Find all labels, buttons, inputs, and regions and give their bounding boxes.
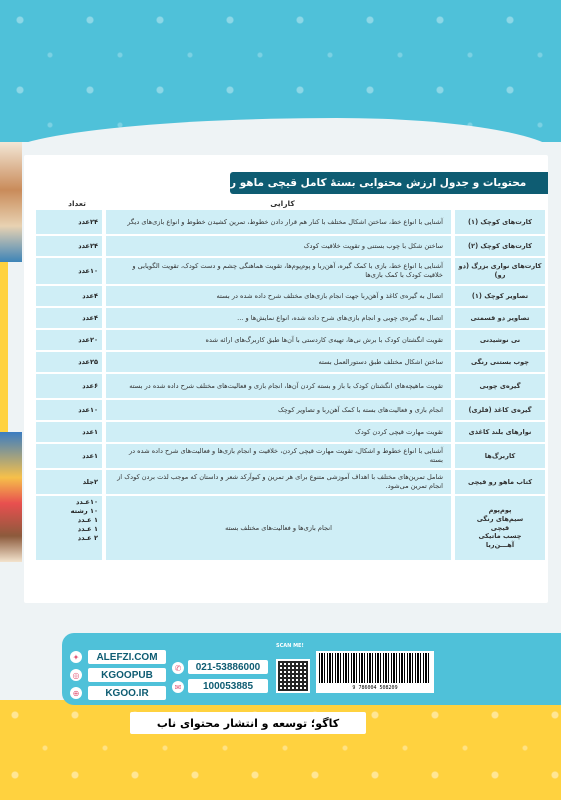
qr-code[interactable] xyxy=(276,659,310,693)
row-desc: شامل تمرین‌های مختلف با اهداف آموزشی متنوع برای هر تمرین و کیوآرکد شعر و داستان که موجب لذت بردن کودک از انجام تمرین می‌شود. xyxy=(106,470,451,494)
instagram-link[interactable]: KGOOPUB xyxy=(88,668,166,682)
row-title: چوب بستنی رنگی xyxy=(455,352,545,372)
yellow-side-tab xyxy=(0,262,8,432)
table-row xyxy=(26,308,545,328)
row-desc: تقویت انگشتان کودک با برش نی‌ها، تهیه‌ی کاردستی با آن‌ها طبق کاربرگ‌های ارائه شده xyxy=(106,330,451,350)
table-row-grouped xyxy=(26,496,545,560)
row-desc: تقویت ماهیچه‌های انگشتان کودک با باز و بسته کردن آن‌ها، انجام بازی و فعالیت‌های مختلف شرح داده شده در بسته xyxy=(106,374,451,398)
scan-label: SCAN ME! xyxy=(276,643,304,649)
row-title-item: آهـــن‌ربا xyxy=(485,541,515,550)
table-row xyxy=(26,210,545,234)
isbn-number: 9 786004 508209 xyxy=(352,685,398,691)
site2-link[interactable]: KGOO.IR xyxy=(88,686,166,700)
row-count-item: ۱۰ رشته xyxy=(70,506,98,515)
table-row xyxy=(26,236,545,256)
row-count: ۲۰عدد xyxy=(36,330,102,350)
row-count: ۴عدد xyxy=(36,308,102,328)
row-title: تصاویر کوچک (۱) xyxy=(455,286,545,306)
row-title: کارت‌های نواری بزرگ (دو رو) xyxy=(455,258,545,284)
table-row xyxy=(26,330,545,350)
row-desc: اتصال به گیره‌ی کاغذ و آهن‌ربا جهت انجام بازی‌های مختلف شرح داده شده در بسته xyxy=(106,286,451,306)
phone-number[interactable]: 021-53886000 xyxy=(188,660,268,674)
header-count: تعداد xyxy=(68,198,86,208)
row-title: گیره‌ی چوبی xyxy=(455,374,545,398)
code-box xyxy=(276,643,486,693)
row-count: ۲۴عدد xyxy=(36,236,102,256)
rocket-icon: ✦ xyxy=(70,651,82,663)
table-row xyxy=(26,470,545,494)
side-photo-bottom xyxy=(0,432,22,562)
table-row xyxy=(26,422,545,442)
contents-table xyxy=(26,196,545,562)
row-title: گیره‌ی کاغذ (فلزی) xyxy=(455,400,545,420)
row-desc: اتصال به گیره‌ی چوبی و انجام بازی‌های شرح داده شده، انواع نمایش‌ها و ... xyxy=(106,308,451,328)
row-title: کارت‌های کوچک (۲) xyxy=(455,236,545,256)
row-desc: انجام بازی و فعالیت‌های بسته با کمک آهن‌ربا و تصاویر کوچک xyxy=(106,400,451,420)
row-desc: ساختن شکل با چوب بستنی و تقویت خلاقیت کودک xyxy=(106,236,451,256)
instagram-icon: ◎ xyxy=(70,669,82,681)
table-row xyxy=(26,352,545,372)
row-desc: آشنایی با انواع خطوط و اشکال، تقویت مهارت قیچی کردن، خلاقیت و انجام بازی‌ها و فعالیت‌های شرح داده شده در بسته xyxy=(106,444,451,468)
row-desc: آشنایی با انواع خط، بازی با کمک گیره، آهن‌ربا و پوم‌پوم‌ها، تقویت هماهنگی چشم و دست کودک، تقویت الگویابی و خلاقیت کودک با کمک بازی‌ها xyxy=(106,258,451,284)
row-count-item: ۱ عـدد xyxy=(77,515,98,524)
table-header xyxy=(26,196,545,210)
sms-number[interactable]: 100053885 xyxy=(188,679,268,693)
row-title-item: پوم‌پوم xyxy=(488,505,512,514)
row-title-item: چسب ماتیکی xyxy=(478,532,522,541)
row-title: نی نوشیدنی xyxy=(455,330,545,350)
envelope-icon: ✉ xyxy=(172,681,184,693)
table-row xyxy=(26,400,545,420)
page-title: محتویات و جدول ارزش محتوایی بستهٔ کامل قیچی ماهو ر xyxy=(230,172,548,194)
table-row xyxy=(26,374,545,398)
row-title-list xyxy=(455,496,545,560)
row-count: ۱عدد xyxy=(36,444,102,468)
side-photo-top xyxy=(0,142,22,262)
row-title-item: قیچی xyxy=(490,523,510,532)
table-row xyxy=(26,258,545,284)
phone-icon: ✆ xyxy=(172,662,184,674)
row-count: ۲جلد xyxy=(36,470,102,494)
website-link[interactable]: ALEFZI.COM xyxy=(88,650,166,664)
row-count-item: ۱۰عـدد xyxy=(75,498,98,506)
row-count: ۲۴عدد xyxy=(36,210,102,234)
row-title-item: سیم‌های رنگی xyxy=(476,514,524,523)
row-desc: آشنایی با انواع خط، ساختن اشکال مختلف با کنار هم قرار دادن خطوط، تمرین کشیدن خطوط و انواع بازی‌های دیگر xyxy=(106,210,451,234)
header-title xyxy=(455,196,545,210)
row-count-list xyxy=(36,496,102,560)
row-title: کاربرگ‌ها xyxy=(455,444,545,468)
row-count: ۶عدد xyxy=(36,374,102,398)
table-row xyxy=(26,286,545,306)
row-title: تصاویر دو قسمتی xyxy=(455,308,545,328)
barcode-bars xyxy=(319,653,431,683)
row-title: نوارهای بلند کاغذی xyxy=(455,422,545,442)
table-row xyxy=(26,444,545,468)
row-title: کارت‌های کوچک (۱) xyxy=(455,210,545,234)
row-count: ۲۵عدد xyxy=(36,352,102,372)
row-count: ۱۰عدد xyxy=(36,400,102,420)
globe-icon: ⊕ xyxy=(70,687,82,699)
row-count: ۱عدد xyxy=(36,422,102,442)
publisher-tagline: کاگو؛ توسعه و انتشار محتوای ناب xyxy=(130,712,366,734)
row-count-item: ۱ عـدد xyxy=(77,524,98,533)
header-desc: کارایی xyxy=(270,198,295,208)
row-count: ۱۰عدد xyxy=(36,258,102,284)
row-count: ۴عدد xyxy=(36,286,102,306)
barcode xyxy=(316,651,434,693)
row-count-item: ۲ عـدد xyxy=(77,533,98,542)
row-desc: انجام بازی‌ها و فعالیت‌های مختلف بسته xyxy=(106,496,451,560)
row-desc: تقویت مهارت قیچی کردن کودک xyxy=(106,422,451,442)
row-title: کتاب ماهو رو قیچی xyxy=(455,470,545,494)
row-desc: ساختن اشکال مختلف طبق دستورالعمل بسته xyxy=(106,352,451,372)
